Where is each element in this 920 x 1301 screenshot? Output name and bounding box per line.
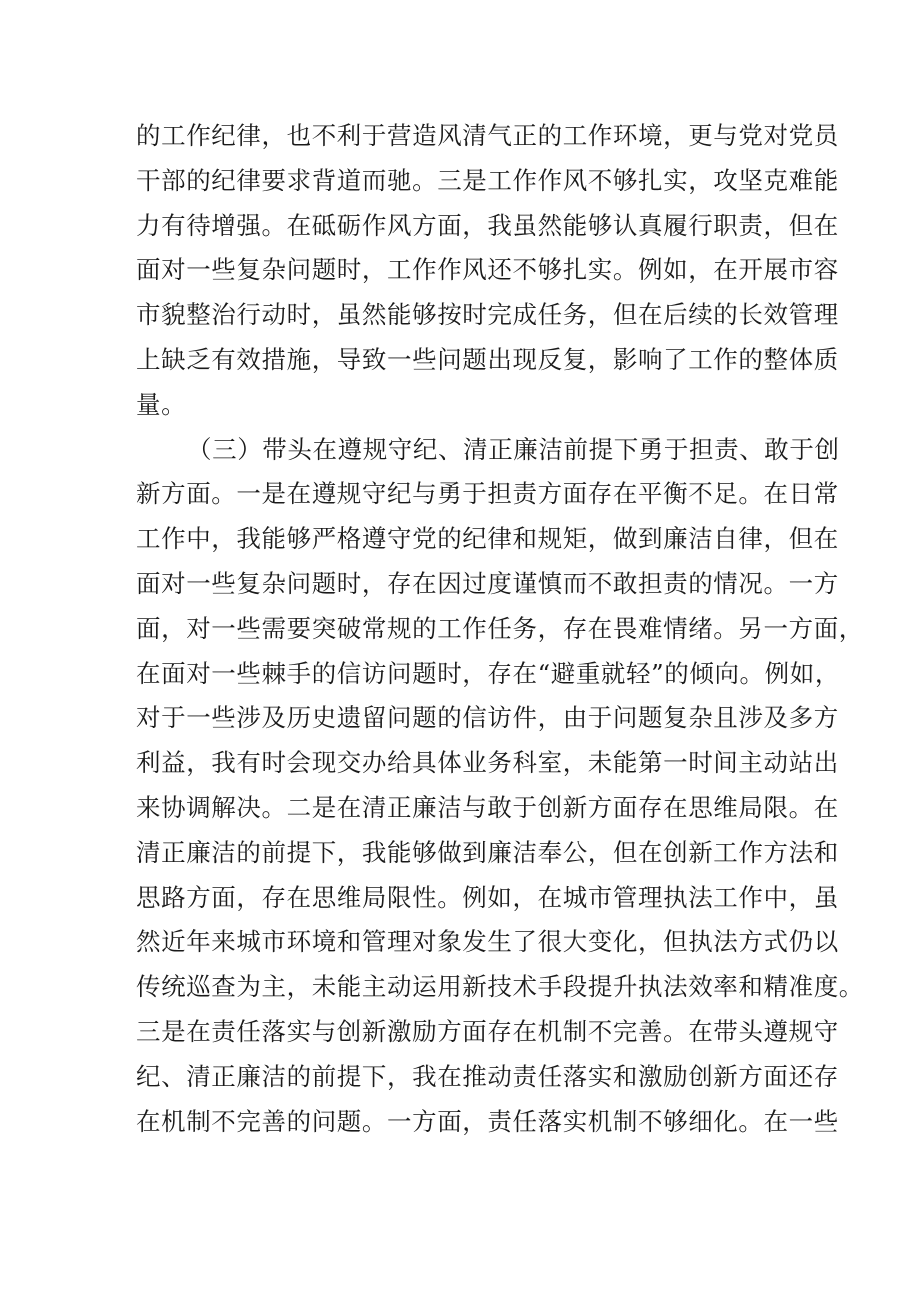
text-line: 新方面。一是在遵规守纪与勇于担责方面存在平衡不足。在日常 xyxy=(136,479,839,509)
text-line: 面对一些复杂问题时，工作作风还不够扎实。例如，在开展市容 xyxy=(136,255,839,285)
text-line: 面对一些复杂问题时，存在因过度谨慎而不敢担责的情况。一方 xyxy=(136,568,839,598)
text-line: 量。 xyxy=(136,389,187,419)
text-line: 面，对一些需要突破常规的工作任务，存在畏难情绪。另一方面， xyxy=(136,613,864,643)
text-line: 上缺乏有效措施，导致一些问题出现反复，影响了工作的整体质 xyxy=(136,344,839,374)
section-heading-line: （三）带头在遵规守纪、清正廉洁前提下勇于担责、敢于创 xyxy=(187,434,840,464)
text-line: 工作中，我能够严格遵守党的纪律和规矩，做到廉洁自律，但在 xyxy=(136,524,839,554)
text-line: 力有待增强。在砥砺作风方面，我虽然能够认真履行职责，但在 xyxy=(136,210,839,240)
text-line: 三是在责任落实与创新激励方面存在机制不完善。在带头遵规守 xyxy=(136,1016,839,1046)
text-line: 利益，我有时会现交办给具体业务科室，未能第一时间主动站出 xyxy=(136,748,839,778)
text-line: 在机制不完善的问题。一方面，责任落实机制不够细化。在一些 xyxy=(136,1106,839,1136)
text-line: 来协调解决。二是在清正廉洁与敢于创新方面存在思维局限。在 xyxy=(136,792,839,822)
text-line: 市貌整治行动时，虽然能够按时完成任务，但在后续的长效管理 xyxy=(136,300,839,330)
text-line: 的工作纪律，也不利于营造风清气正的工作环境，更与党对党员 xyxy=(136,121,839,150)
text-line: 对于一些涉及历史遗留问题的信访件，由于问题复杂且涉及多方 xyxy=(136,703,839,733)
text-line: 纪、清正廉洁的前提下，我在推动责任落实和激励创新方面还存 xyxy=(136,1061,839,1091)
body-text xyxy=(136,114,864,1144)
text-line: 传统巡查为主，未能主动运用新技术手段提升执法效率和精准度。 xyxy=(136,972,864,1002)
text-line: 然近年来城市环境和管理对象发生了很大变化，但执法方式仍以 xyxy=(136,927,839,957)
text-line: 干部的纪律要求背道而驰。三是工作作风不够扎实，攻坚克难能 xyxy=(136,165,839,195)
text-line: 在面对一些棘手的信访问题时，存在“避重就轻”的倾向。例如， xyxy=(136,658,840,688)
text-line: 清正廉洁的前提下，我能够做到廉洁奉公，但在创新工作方法和 xyxy=(136,837,839,867)
text-line: 思路方面，存在思维局限性。例如，在城市管理执法工作中，虽 xyxy=(136,882,839,912)
